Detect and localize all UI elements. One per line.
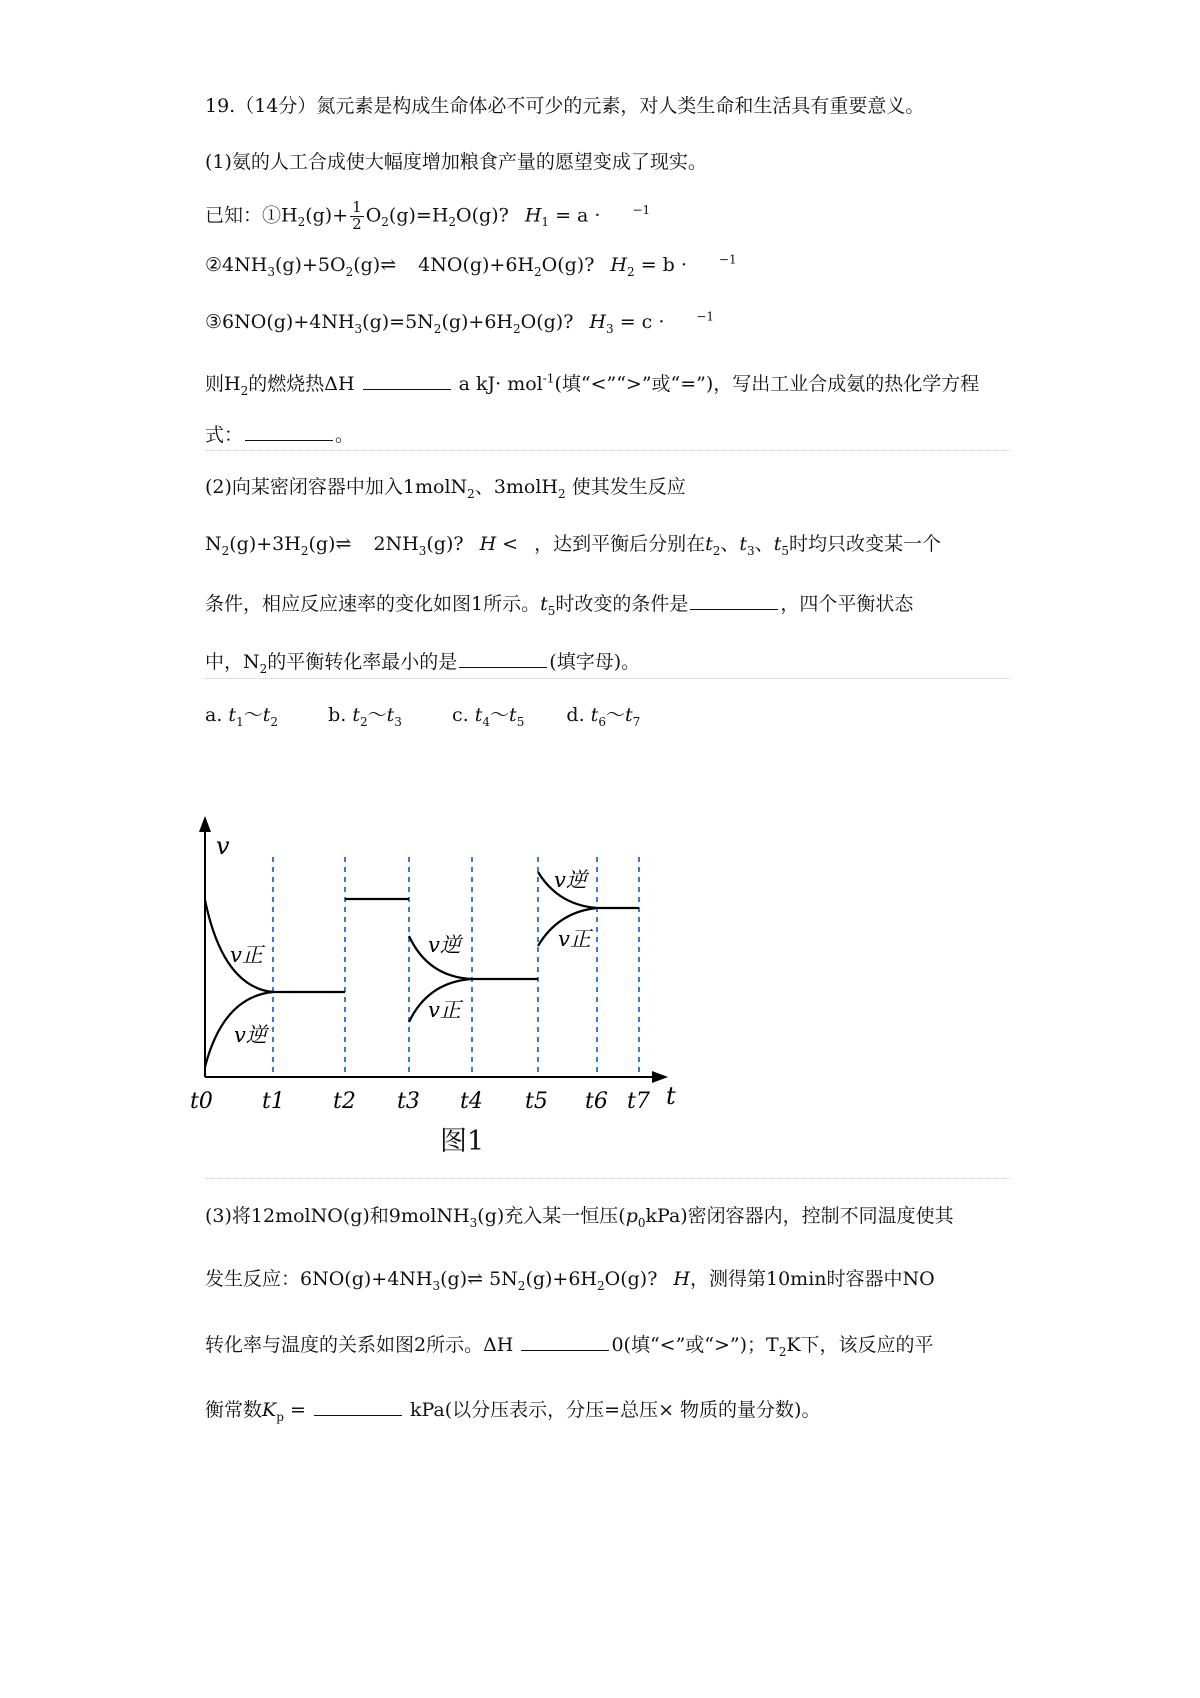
option-a[interactable]: a. $t_1\sim t_2$	[205, 704, 278, 729]
answer-blank-3[interactable]	[690, 592, 778, 610]
tick-t7: t7	[627, 1089, 650, 1114]
label-v-zheng-2: v正	[428, 998, 461, 1022]
part2-question-cont: 中，$N_2$的平衡转化率最小的是 (填字母)。	[205, 651, 641, 676]
x-axis-label: t	[666, 1082, 676, 1110]
answer-blank-2[interactable]	[245, 423, 333, 441]
part2-text: (2)向某密闭容器中加入1molN$_2$、3molH$_2$ 使其发生反应	[205, 476, 686, 501]
part3-question-cont: 衡常数$K_p = kPa$(以分压表示，分压=总压× 物质的量分数)。	[205, 1399, 821, 1424]
part2-equation: $N_2(g)+3H_2(g)\rightleftharpoons$ $2NH_3(g)$? H < ，达到平衡后分别在$t_2$、$t_3$、$t_5$时均只改变某一个	[205, 533, 941, 558]
figure-1-caption: 图1	[440, 1126, 485, 1157]
part1-text: (1)氨的人工合成使大幅度增加粮食产量的愿望变成了现实。	[205, 151, 707, 173]
y-axis-arrow	[199, 816, 211, 832]
tick-t6: t6	[585, 1089, 608, 1114]
option-b[interactable]: b. $t_2\sim t_3$	[328, 704, 402, 729]
option-d[interactable]: d. $t_6\sim t_7$	[566, 704, 641, 729]
equation-2: $②4NH_3(g)+5O_2(g)\rightleftharpoons$ $4NO(g)+6H_2O(g)$? $H_2 = b \cdot ^{-1}$	[205, 252, 737, 279]
divider	[205, 1178, 1010, 1179]
answer-options	[205, 704, 641, 729]
tick-t2: t2	[333, 1089, 356, 1114]
figure-1-rate-chart	[188, 812, 708, 1122]
part1-question: 则$H_2$的燃烧热ΔH a kJ· mol$^{-1}$(填“<”“>”或“=”)，写出工业合成氨的热化学方程	[205, 371, 980, 398]
equation-1: 已知：$①H_2(g)+$ $\frac{1}{2}$ $O_2(g)=H_2O(g)$? $H_1 = a \cdot ^{-1}$	[205, 198, 651, 233]
part3-question: 转化率与温度的关系如图2所示。ΔH 0(填“<”或“>”)；$T_2K$下，该反应的平	[205, 1334, 934, 1359]
part1-question-cont: 式： 。	[205, 424, 355, 446]
tick-t0: t0	[190, 1089, 213, 1114]
part3-text: (3)将12molNO(g)和9molNH$_3$(g)充入某一恒压$(p_0kPa)$密闭容器内，控制不同温度使其	[205, 1205, 954, 1230]
tick-t3: t3	[397, 1089, 420, 1114]
y-axis-label: v	[216, 832, 230, 860]
label-v-ni-1: v逆	[234, 1023, 267, 1047]
label-v-zheng-3: v正	[558, 927, 591, 951]
label-v-ni-3: v逆	[554, 868, 587, 892]
equation-3: $③6NO(g)+4NH_3(g)=5N_2(g)+6H_2O(g)$? $H_3 = c \cdot ^{-1}$	[205, 309, 715, 336]
option-c[interactable]: c. $t_4\sim t_5$	[452, 704, 525, 729]
part3-equation: 发生反应：$6NO(g)+4NH_3(g)\rightleftharpoons$ $5N_2(g)+6H_2O(g)$? H，测得第10min时容器中NO	[205, 1268, 935, 1293]
answer-blank-6[interactable]	[314, 1398, 402, 1416]
answer-blank-4[interactable]	[459, 650, 547, 668]
question-intro: 19.（14分）氮元素是构成生命体必不可少的元素，对人类生命和生活具有重要意义。	[205, 95, 925, 117]
divider	[205, 678, 1010, 679]
part2-question: 条件，相应反应速率的变化如图1所示。$t_5$时改变的条件是 ，四个平衡状态	[205, 593, 914, 618]
divider	[205, 450, 1010, 451]
tick-t1: t1	[262, 1089, 285, 1114]
label-v-ni-2: v逆	[428, 933, 461, 957]
answer-blank-5[interactable]	[521, 1333, 609, 1351]
tick-t5: t5	[525, 1089, 548, 1114]
answer-blank-1[interactable]	[363, 372, 451, 390]
tick-t4: t4	[460, 1089, 483, 1114]
label-v-zheng-1: v正	[230, 943, 263, 967]
